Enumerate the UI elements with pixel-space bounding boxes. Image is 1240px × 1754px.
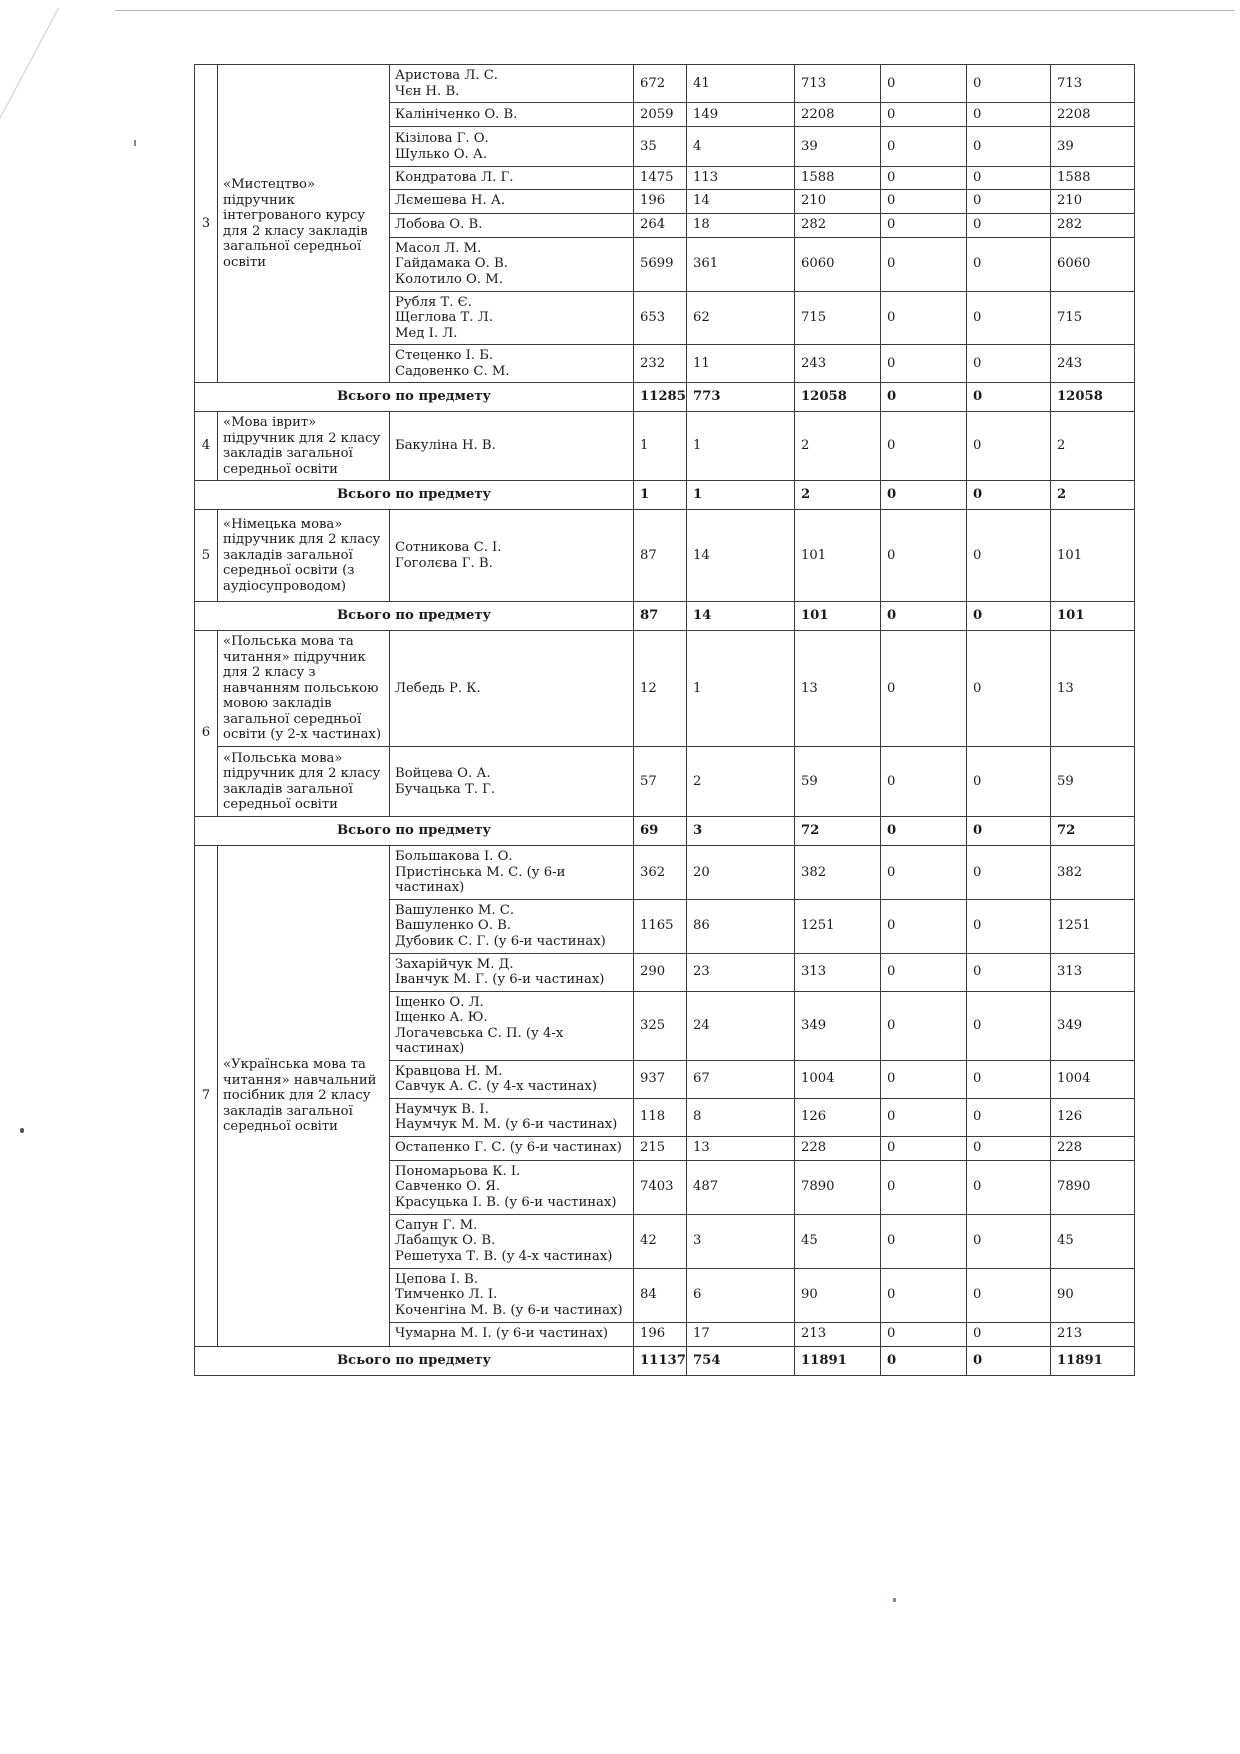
author-name: Наумчук М. М. (у 6-и частинах)	[395, 1117, 618, 1132]
table-row	[195, 631, 1135, 747]
value-cell-5: 0	[967, 899, 1051, 953]
value-cell-3: 45	[795, 1214, 881, 1268]
value-cell-4: 0	[881, 189, 967, 213]
authors-cell	[390, 103, 634, 127]
value-cell-1: 87	[634, 510, 687, 602]
value-cell-6: 7890	[1051, 1160, 1135, 1214]
author-name: Гайдамака О. В.	[395, 256, 508, 272]
table-row	[195, 747, 1135, 817]
value-cell-6: 1588	[1051, 167, 1135, 190]
table-row	[195, 510, 1135, 602]
author-name: Гоголєва Г. В.	[395, 555, 493, 571]
total-value-6: 11891	[1051, 1346, 1135, 1375]
value-cell-3: 1588	[795, 167, 881, 190]
value-cell-4: 0	[881, 1098, 967, 1136]
authors-cell	[390, 899, 634, 953]
total-value-4: 0	[881, 602, 967, 631]
value-cell-2: 487	[687, 1160, 795, 1214]
author-name: Лобова О. В.	[395, 217, 483, 233]
author-name: Стеценко І. Б.	[395, 348, 494, 363]
table-row	[195, 412, 1135, 481]
value-cell-1: 653	[634, 291, 687, 345]
author-name: Аристова Л. С.	[395, 68, 498, 83]
author-name: Бучацька Т. Г.	[395, 781, 496, 797]
author-name: Савченко О. Я.	[395, 1179, 501, 1195]
value-cell-6: 2	[1051, 412, 1135, 481]
value-cell-4: 0	[881, 213, 967, 237]
author-name: Лємешева Н. А.	[395, 193, 506, 209]
author-name: Кондратова Л. Г.	[395, 170, 514, 185]
author-name: Масол Л. М.	[395, 240, 482, 256]
table-row	[195, 65, 1135, 103]
value-cell-4: 0	[881, 1322, 967, 1346]
subject-total-row	[195, 817, 1135, 846]
total-label: Всього по предмету	[195, 602, 634, 631]
value-cell-5: 0	[967, 747, 1051, 817]
value-cell-2: 14	[687, 510, 795, 602]
value-cell-1: 672	[634, 65, 687, 103]
value-cell-2: 1	[687, 412, 795, 481]
author-name: Захарійчук М. Д.	[395, 956, 514, 972]
author-name: Чумарна М. І. (у 6-и частинах)	[395, 1326, 609, 1342]
value-cell-5: 0	[967, 103, 1051, 127]
value-cell-2: 2	[687, 747, 795, 817]
authors-cell	[390, 1268, 634, 1322]
value-cell-6: 282	[1051, 213, 1135, 237]
total-value-6: 101	[1051, 602, 1135, 631]
subject-total-row	[195, 481, 1135, 510]
authors-cell	[390, 1098, 634, 1136]
author-name: Кравцова Н. М.	[395, 1063, 503, 1079]
value-cell-1: 290	[634, 953, 687, 991]
table-body	[195, 65, 1135, 1376]
total-value-3: 11891	[795, 1346, 881, 1375]
value-cell-6: 90	[1051, 1268, 1135, 1322]
value-cell-2: 6	[687, 1268, 795, 1322]
subject-total-row	[195, 602, 1135, 631]
value-cell-5: 0	[967, 237, 1051, 291]
total-value-6: 72	[1051, 817, 1135, 846]
value-cell-6: 59	[1051, 747, 1135, 817]
author-name: Пристінська М. С. (у 6-и частинах)	[395, 864, 566, 895]
value-cell-2: 86	[687, 899, 795, 953]
total-value-3: 12058	[795, 383, 881, 412]
value-cell-5: 0	[967, 291, 1051, 345]
total-label: Всього по предмету	[195, 383, 634, 412]
authors-cell	[390, 345, 634, 383]
total-label: Всього по предмету	[195, 1346, 634, 1375]
author-name: Рубля Т. Є.	[395, 294, 472, 310]
authors-cell	[390, 510, 634, 602]
value-cell-6: 713	[1051, 65, 1135, 103]
value-cell-1: 2059	[634, 103, 687, 127]
section-number: 7	[195, 846, 218, 1347]
value-cell-6: 213	[1051, 1322, 1135, 1346]
value-cell-4: 0	[881, 1060, 967, 1098]
value-cell-2: 17	[687, 1322, 795, 1346]
value-cell-2: 62	[687, 291, 795, 345]
value-cell-1: 362	[634, 846, 687, 900]
author-name: Логачевська С. П. (у 4-х частинах)	[395, 1025, 564, 1056]
author-name: Остапенко Г. С. (у 6-и частинах)	[395, 1140, 622, 1156]
section-number: 3	[195, 65, 218, 383]
scan-edge-line	[115, 10, 1235, 11]
value-cell-5: 0	[967, 846, 1051, 900]
subject-total-row	[195, 1346, 1135, 1375]
value-cell-3: 126	[795, 1098, 881, 1136]
value-cell-6: 1004	[1051, 1060, 1135, 1098]
scan-corner-crease	[0, 8, 59, 185]
value-cell-4: 0	[881, 747, 967, 817]
total-value-5: 0	[967, 602, 1051, 631]
author-name: Тимченко Л. І.	[395, 1287, 498, 1303]
total-value-3: 2	[795, 481, 881, 510]
total-value-1: 1	[634, 481, 687, 510]
value-cell-6: 39	[1051, 127, 1135, 167]
value-cell-2: 41	[687, 65, 795, 103]
value-cell-4: 0	[881, 412, 967, 481]
value-cell-5: 0	[967, 412, 1051, 481]
value-cell-2: 11	[687, 345, 795, 383]
value-cell-5: 0	[967, 1060, 1051, 1098]
value-cell-3: 228	[795, 1136, 881, 1160]
author-name: Большакова І. О.	[395, 849, 513, 864]
value-cell-1: 42	[634, 1214, 687, 1268]
authors-cell	[390, 213, 634, 237]
value-cell-2: 113	[687, 167, 795, 190]
value-cell-4: 0	[881, 1268, 967, 1322]
total-value-4: 0	[881, 481, 967, 510]
total-value-4: 0	[881, 1346, 967, 1375]
value-cell-3: 2	[795, 412, 881, 481]
value-cell-4: 0	[881, 345, 967, 383]
value-cell-6: 210	[1051, 189, 1135, 213]
value-cell-2: 3	[687, 1214, 795, 1268]
total-value-5: 0	[967, 1346, 1051, 1375]
author-name: Савчук А. С. (у 4-х частинах)	[395, 1079, 597, 1094]
value-cell-3: 1004	[795, 1060, 881, 1098]
value-cell-6: 715	[1051, 291, 1135, 345]
value-cell-3: 715	[795, 291, 881, 345]
subject-title: «Німецька мова» підручник для 2 класу закладів загальної середньої освіти (з аудіосупроводом)	[218, 510, 390, 602]
value-cell-4: 0	[881, 1214, 967, 1268]
value-cell-4: 0	[881, 167, 967, 190]
value-cell-5: 0	[967, 167, 1051, 190]
authors-cell	[390, 953, 634, 991]
value-cell-5: 0	[967, 510, 1051, 602]
value-cell-5: 0	[967, 1214, 1051, 1268]
value-cell-2: 18	[687, 213, 795, 237]
value-cell-3: 39	[795, 127, 881, 167]
authors-cell	[390, 747, 634, 817]
value-cell-6: 243	[1051, 345, 1135, 383]
value-cell-1: 57	[634, 747, 687, 817]
author-name: Іванчук М. Г. (у 6-и частинах)	[395, 972, 605, 987]
author-name: Бакуліна Н. В.	[395, 438, 496, 454]
authors-cell	[390, 1322, 634, 1346]
value-cell-4: 0	[881, 103, 967, 127]
value-cell-5: 0	[967, 1268, 1051, 1322]
value-cell-4: 0	[881, 631, 967, 747]
author-name: Лабащук О. В.	[395, 1233, 496, 1249]
value-cell-4: 0	[881, 237, 967, 291]
authors-cell	[390, 1136, 634, 1160]
value-cell-3: 382	[795, 846, 881, 900]
author-name: Вашуленко О. В.	[395, 918, 511, 934]
table-row	[195, 846, 1135, 900]
value-cell-6: 6060	[1051, 237, 1135, 291]
total-value-5: 0	[967, 817, 1051, 846]
total-value-1: 11137	[634, 1346, 687, 1375]
section-number: 4	[195, 412, 218, 481]
value-cell-2: 8	[687, 1098, 795, 1136]
value-cell-5: 0	[967, 1322, 1051, 1346]
value-cell-2: 67	[687, 1060, 795, 1098]
author-name: Лебедь Р. К.	[395, 680, 481, 696]
value-cell-1: 215	[634, 1136, 687, 1160]
textbook-distribution-table	[194, 64, 1135, 1376]
value-cell-6: 313	[1051, 953, 1135, 991]
value-cell-3: 90	[795, 1268, 881, 1322]
value-cell-3: 1251	[795, 899, 881, 953]
author-name: Коченгіна М. В. (у 6-и частинах)	[395, 1302, 623, 1318]
value-cell-3: 6060	[795, 237, 881, 291]
author-name: Дубовик С. Г. (у 6-и частинах)	[395, 933, 606, 949]
value-cell-2: 4	[687, 127, 795, 167]
author-name: Іщенко О. Л.	[395, 994, 484, 1010]
authors-cell	[390, 237, 634, 291]
author-name: Кізілова Г. О.	[395, 131, 489, 146]
value-cell-4: 0	[881, 991, 967, 1060]
value-cell-1: 196	[634, 1322, 687, 1346]
value-cell-4: 0	[881, 953, 967, 991]
subject-title: «Українська мова та читання» навчальний посібник для 2 класу закладів загальної середньої освіти	[218, 846, 390, 1347]
author-name: Щеглова Т. Л.	[395, 310, 493, 325]
value-cell-5: 0	[967, 345, 1051, 383]
value-cell-4: 0	[881, 127, 967, 167]
total-value-3: 101	[795, 602, 881, 631]
value-cell-3: 59	[795, 747, 881, 817]
value-cell-5: 0	[967, 1098, 1051, 1136]
authors-cell	[390, 1060, 634, 1098]
value-cell-5: 0	[967, 213, 1051, 237]
author-name: Войцева О. А.	[395, 766, 491, 781]
value-cell-6: 101	[1051, 510, 1135, 602]
value-cell-4: 0	[881, 510, 967, 602]
subject-title: «Мова іврит» підручник для 2 класу закладів загальної середньої освіти	[218, 412, 390, 481]
total-value-3: 72	[795, 817, 881, 846]
authors-cell	[390, 189, 634, 213]
total-value-5: 0	[967, 481, 1051, 510]
value-cell-2: 23	[687, 953, 795, 991]
value-cell-6: 1251	[1051, 899, 1135, 953]
authors-cell	[390, 412, 634, 481]
author-name: Колотило О. М.	[395, 271, 503, 287]
total-value-1: 87	[634, 602, 687, 631]
author-name: Калініченко О. В.	[395, 106, 518, 122]
value-cell-5: 0	[967, 1160, 1051, 1214]
author-name: Мед І. Л.	[395, 325, 458, 341]
value-cell-2: 24	[687, 991, 795, 1060]
value-cell-1: 12	[634, 631, 687, 747]
author-name: Пономарьова К. І.	[395, 1163, 521, 1179]
total-value-4: 0	[881, 383, 967, 412]
value-cell-1: 1165	[634, 899, 687, 953]
value-cell-4: 0	[881, 846, 967, 900]
value-cell-1: 118	[634, 1098, 687, 1136]
value-cell-2: 13	[687, 1136, 795, 1160]
authors-cell	[390, 127, 634, 167]
author-name: Шулько О. А.	[395, 146, 488, 162]
value-cell-1: 84	[634, 1268, 687, 1322]
value-cell-3: 2208	[795, 103, 881, 127]
total-value-2: 754	[687, 1346, 795, 1375]
authors-cell	[390, 291, 634, 345]
value-cell-1: 35	[634, 127, 687, 167]
value-cell-4: 0	[881, 291, 967, 345]
scan-speck	[20, 1128, 24, 1133]
value-cell-3: 7890	[795, 1160, 881, 1214]
value-cell-1: 264	[634, 213, 687, 237]
value-cell-2: 149	[687, 103, 795, 127]
author-name: Решетуха Т. В. (у 4-х частинах)	[395, 1248, 613, 1264]
total-value-6: 12058	[1051, 383, 1135, 412]
value-cell-6: 349	[1051, 991, 1135, 1060]
value-cell-3: 282	[795, 213, 881, 237]
value-cell-6: 228	[1051, 1136, 1135, 1160]
value-cell-5: 0	[967, 189, 1051, 213]
value-cell-5: 0	[967, 631, 1051, 747]
value-cell-1: 232	[634, 345, 687, 383]
authors-cell	[390, 1160, 634, 1214]
total-value-6: 2	[1051, 481, 1135, 510]
authors-cell	[390, 65, 634, 103]
value-cell-3: 13	[795, 631, 881, 747]
value-cell-5: 0	[967, 991, 1051, 1060]
value-cell-1: 325	[634, 991, 687, 1060]
subject-total-row	[195, 383, 1135, 412]
value-cell-1: 5699	[634, 237, 687, 291]
scan-speck	[134, 140, 136, 146]
section-number: 5	[195, 510, 218, 602]
value-cell-1: 7403	[634, 1160, 687, 1214]
value-cell-1: 1	[634, 412, 687, 481]
value-cell-5: 0	[967, 65, 1051, 103]
value-cell-2: 20	[687, 846, 795, 900]
authors-cell	[390, 991, 634, 1060]
author-name: Чєн Н. В.	[395, 83, 460, 99]
value-cell-4: 0	[881, 1160, 967, 1214]
total-value-1: 69	[634, 817, 687, 846]
value-cell-6: 126	[1051, 1098, 1135, 1136]
value-cell-4: 0	[881, 1136, 967, 1160]
total-value-1: 11285	[634, 383, 687, 412]
author-name: Садовенко С. М.	[395, 363, 510, 379]
total-value-2: 1	[687, 481, 795, 510]
authors-cell	[390, 846, 634, 900]
document-sheet	[194, 64, 1134, 1376]
total-value-2: 773	[687, 383, 795, 412]
value-cell-1: 1475	[634, 167, 687, 190]
value-cell-4: 0	[881, 899, 967, 953]
value-cell-3: 101	[795, 510, 881, 602]
value-cell-6: 45	[1051, 1214, 1135, 1268]
subject-title: «Польська мова» підручник для 2 класу закладів загальної середньої освіти	[218, 747, 390, 817]
value-cell-3: 210	[795, 189, 881, 213]
authors-cell	[390, 167, 634, 190]
value-cell-3: 243	[795, 345, 881, 383]
value-cell-3: 313	[795, 953, 881, 991]
scan-speck	[893, 1598, 896, 1602]
value-cell-3: 713	[795, 65, 881, 103]
value-cell-3: 349	[795, 991, 881, 1060]
value-cell-2: 1	[687, 631, 795, 747]
author-name: Сапун Г. М.	[395, 1217, 478, 1233]
subject-title: «Мистецтво» підручник інтегрованого курсу для 2 класу закладів загальної середньої освіти	[218, 65, 390, 383]
value-cell-5: 0	[967, 1136, 1051, 1160]
authors-cell	[390, 1214, 634, 1268]
total-value-2: 3	[687, 817, 795, 846]
total-label: Всього по предмету	[195, 817, 634, 846]
authors-cell	[390, 631, 634, 747]
total-value-4: 0	[881, 817, 967, 846]
value-cell-2: 14	[687, 189, 795, 213]
total-value-2: 14	[687, 602, 795, 631]
author-name: Вашуленко М. С.	[395, 902, 515, 918]
value-cell-5: 0	[967, 953, 1051, 991]
author-name: Сотникова С. І.	[395, 540, 502, 555]
value-cell-1: 196	[634, 189, 687, 213]
value-cell-1: 937	[634, 1060, 687, 1098]
value-cell-6: 382	[1051, 846, 1135, 900]
total-value-5: 0	[967, 383, 1051, 412]
total-label: Всього по предмету	[195, 481, 634, 510]
value-cell-3: 213	[795, 1322, 881, 1346]
section-number: 6	[195, 631, 218, 817]
value-cell-2: 361	[687, 237, 795, 291]
value-cell-4: 0	[881, 65, 967, 103]
value-cell-6: 2208	[1051, 103, 1135, 127]
author-name: Красуцька І. В. (у 6-и частинах)	[395, 1194, 617, 1210]
author-name: Наумчук В. І.	[395, 1101, 489, 1117]
subject-title: «Польська мова та читання» підручник для 2 класу з навчанням польською мовою закладів загальної середньої освіти (у 2-х частинах)	[218, 631, 390, 747]
author-name: Іщенко А. Ю.	[395, 1010, 488, 1025]
author-name: Цепова І. В.	[395, 1271, 478, 1287]
value-cell-5: 0	[967, 127, 1051, 167]
value-cell-6: 13	[1051, 631, 1135, 747]
